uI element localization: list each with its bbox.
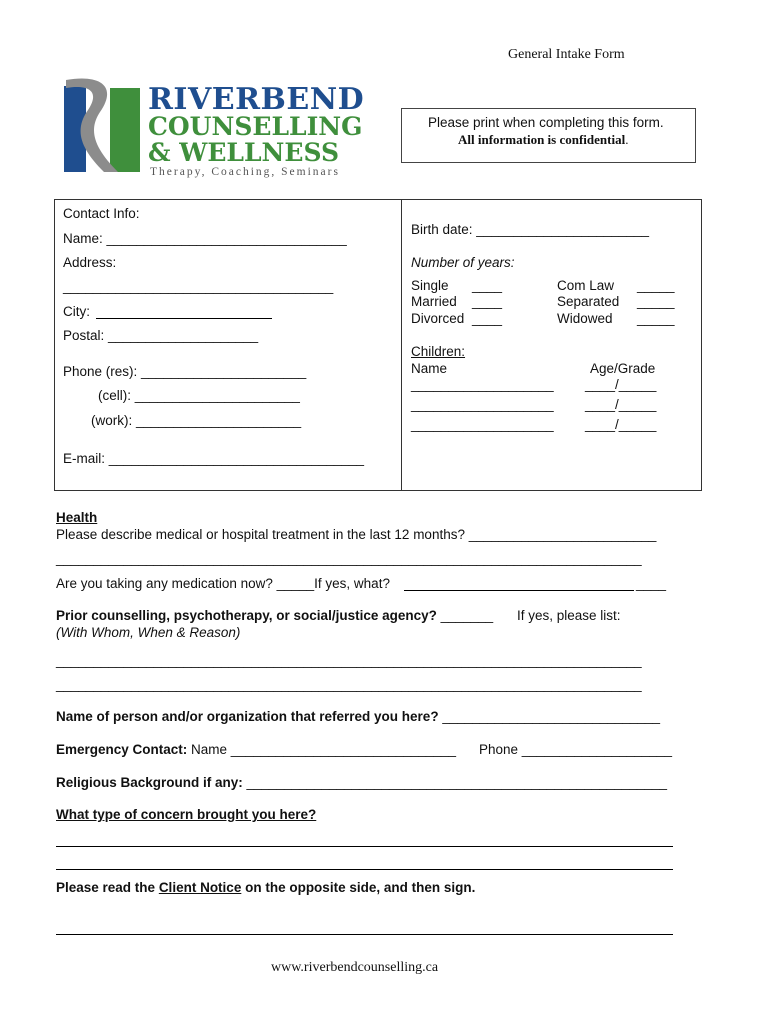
logo-line-riverbend: RIVERBEND [148, 82, 365, 117]
read-prefix: Please read the [56, 880, 159, 895]
referred-row [56, 709, 660, 724]
prior-counselling-question: Prior counselling, psychotherapy, or social/justice agency? [56, 608, 437, 623]
referred-blank[interactable]: _____________________________ [438, 709, 661, 724]
com-law-label: Com Law [557, 278, 615, 293]
prior-list-line[interactable]: ______________________________________________________________________________ [56, 653, 642, 668]
children-label: Children: [411, 344, 466, 359]
concern-line[interactable] [56, 846, 673, 847]
medication-field[interactable] [404, 590, 634, 591]
prior-note: (With Whom, When & Reason) [56, 625, 241, 640]
child-name-field[interactable]: ___________________ [411, 417, 554, 432]
logo-line-wellness: & WELLNESS [148, 138, 340, 167]
number-of-years-label: Number of years: [411, 255, 515, 270]
concern-line[interactable] [56, 869, 673, 870]
health-heading: Health [56, 510, 98, 525]
divorced-label: Divorced [411, 311, 465, 326]
notice-confidential-text: All information is confidential [458, 132, 626, 147]
city-label: City: [63, 304, 90, 319]
medication-tail[interactable]: ____ [636, 576, 667, 591]
name-field[interactable]: Name: ________________________________ [63, 231, 347, 246]
notice-confidential-period: . [625, 132, 629, 147]
box-divider [401, 199, 402, 491]
notice-print: Please print when completing this form. [428, 115, 664, 130]
religious-field[interactable]: ________________________________________________________ [242, 775, 667, 790]
emergency-phone-field[interactable]: Phone ____________________ [479, 742, 672, 757]
phone-res-field[interactable]: Phone (res): ______________________ [63, 364, 307, 379]
religious-label: Religious Background if any: [56, 775, 243, 790]
form-title: General Intake Form [508, 47, 625, 62]
com-law-blank[interactable]: _____ [637, 278, 675, 293]
river-emblem-icon [60, 76, 145, 176]
child-age-field[interactable]: ____/_____ [585, 377, 657, 392]
single-label: Single [411, 278, 449, 293]
emergency-row [56, 742, 456, 757]
confidential-notice-box [401, 108, 696, 163]
client-notice-link[interactable]: Client Notice [158, 880, 242, 895]
emergency-name-field[interactable]: Name ______________________________ [187, 742, 457, 757]
birth-date-field[interactable]: Birth date: _______________________ [411, 222, 649, 237]
website-footer[interactable]: www.riverbendcounselling.ca [271, 960, 439, 975]
riverbend-logo [60, 76, 380, 180]
contact-heading: Contact Info: [63, 206, 140, 221]
widowed-blank[interactable]: _____ [637, 311, 675, 326]
prior-counselling-row [56, 608, 493, 623]
medication-question: Are you taking any medication now? _____If yes, what? [56, 576, 390, 591]
signature-line[interactable] [56, 934, 673, 935]
logo-line-counselling: COUNSELLING [148, 112, 363, 141]
child-name-field[interactable]: ___________________ [411, 397, 554, 412]
read-suffix: on the opposite side, and then sign. [241, 880, 476, 895]
phone-cell-field[interactable]: (cell): ______________________ [98, 388, 300, 403]
child-name-header: Name [411, 361, 448, 376]
emergency-label: Emergency Contact: [56, 742, 188, 757]
widowed-label: Widowed [557, 311, 613, 326]
age-grade-header: Age/Grade [590, 361, 656, 376]
prior-list-label: If yes, please list: [517, 608, 621, 623]
client-notice-instruction [56, 880, 475, 895]
separated-blank[interactable]: _____ [637, 294, 675, 309]
treatment-line[interactable]: ______________________________________________________________________________ [56, 551, 642, 566]
phone-work-field[interactable]: (work): ______________________ [91, 413, 302, 428]
referred-question: Name of person and/or organization that referred you here? [56, 709, 439, 724]
child-age-field[interactable]: ____/_____ [585, 417, 657, 432]
prior-counselling-blank[interactable]: _______ [436, 608, 494, 623]
divorced-blank[interactable]: ____ [472, 311, 503, 326]
address-label: Address: [63, 255, 117, 270]
child-age-field[interactable]: ____/_____ [585, 397, 657, 412]
single-blank[interactable]: ____ [472, 278, 503, 293]
email-field[interactable]: E-mail: __________________________________ [63, 451, 365, 466]
concern-question: What type of concern brought you here? [56, 807, 317, 822]
religious-row [56, 775, 667, 790]
child-name-field[interactable]: ___________________ [411, 377, 554, 392]
city-field[interactable] [96, 318, 272, 319]
married-label: Married [411, 294, 457, 309]
prior-list-line[interactable]: ______________________________________________________________________________ [56, 677, 642, 692]
treatment-question[interactable]: Please describe medical or hospital treatment in the last 12 months? _________________________ [56, 527, 657, 542]
notice-confidential [458, 132, 628, 148]
married-blank[interactable]: ____ [472, 294, 503, 309]
separated-label: Separated [557, 294, 620, 309]
address-field[interactable]: ____________________________________ [63, 279, 334, 294]
postal-field[interactable]: Postal: ____________________ [63, 328, 259, 343]
logo-tagline: Therapy, Coaching, Seminars [150, 166, 340, 178]
